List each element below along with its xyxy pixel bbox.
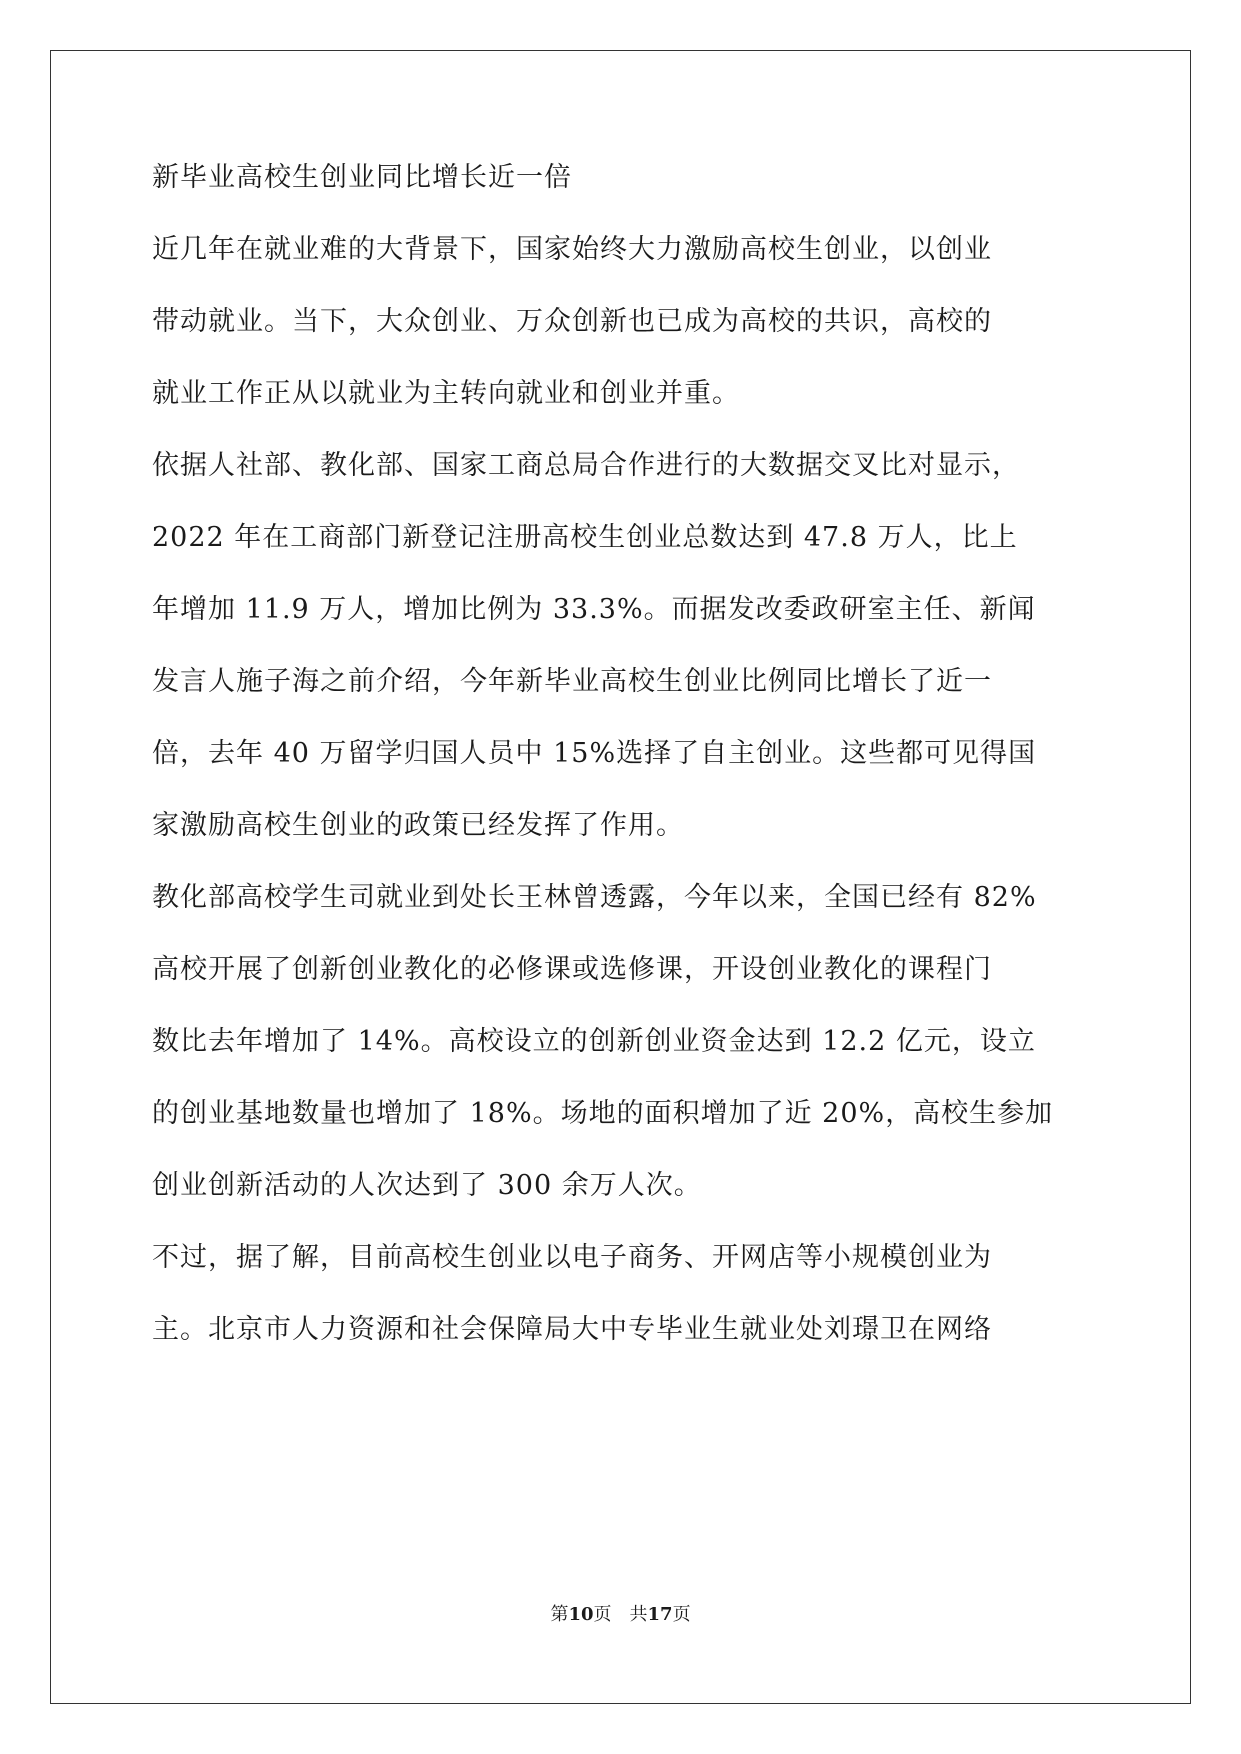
document-body (152, 162, 1088, 1386)
paragraph-line: 依据人社部、教化部、国家工商总局合作进行的大数据交叉比对显示， (152, 450, 1020, 481)
paragraph-line: 高校开展了创新创业教化的必修课或选修课，开设创业教化的课程门 (152, 954, 992, 985)
paragraph-line: 就业工作正从以就业为主转向就业和创业并重。 (152, 378, 740, 409)
current-page-number: 10 (568, 1604, 594, 1625)
footer-suffix: 页 (672, 1604, 691, 1625)
paragraph-line: 不过，据了解，目前高校生创业以电子商务、开网店等小规模创业为 (152, 1242, 992, 1273)
paragraph-line: 主。北京市人力资源和社会保障局大中专毕业生就业处刘璟卫在网络 (152, 1314, 992, 1345)
paragraph-line: 发言人施子海之前介绍，今年新毕业高校生创业比例同比增长了近一 (152, 666, 992, 697)
document-title: 新毕业高校生创业同比增长近一倍 (152, 162, 572, 193)
paragraph-line: 近几年在就业难的大背景下，国家始终大力激励高校生创业，以创业 (152, 234, 992, 265)
paragraph-line: 年增加 11.9 万人，增加比例为 33.3%。而据发改委政研室主任、新闻 (152, 594, 1036, 625)
footer-middle: 页 共 (593, 1604, 648, 1625)
paragraph-line: 带动就业。当下，大众创业、万众创新也已成为高校的共识，高校的 (152, 306, 992, 337)
paragraph-line: 的创业基地数量也增加了 18%。场地的面积增加了近 20%，高校生参加 (152, 1098, 1054, 1129)
paragraph-line: 创业创新活动的人次达到了 300 余万人次。 (152, 1170, 702, 1201)
paragraph-line: 数比去年增加了 14%。高校设立的创新创业资金达到 12.2 亿元，设立 (152, 1026, 1036, 1057)
paragraph-line: 家激励高校生创业的政策已经发挥了作用。 (152, 810, 684, 841)
paragraph-line: 2022 年在工商部门新登记注册高校生创业总数达到 47.8 万人，比上 (152, 522, 1018, 553)
total-pages-number: 17 (647, 1604, 673, 1625)
paragraph-line: 倍，去年 40 万留学归国人员中 15%选择了自主创业。这些都可见得国 (152, 738, 1037, 769)
page-footer (0, 1600, 1241, 1626)
paragraph-line: 教化部高校学生司就业到处长王林曾透露，今年以来，全国已经有 82% (152, 882, 1037, 913)
footer-prefix: 第 (550, 1604, 569, 1625)
